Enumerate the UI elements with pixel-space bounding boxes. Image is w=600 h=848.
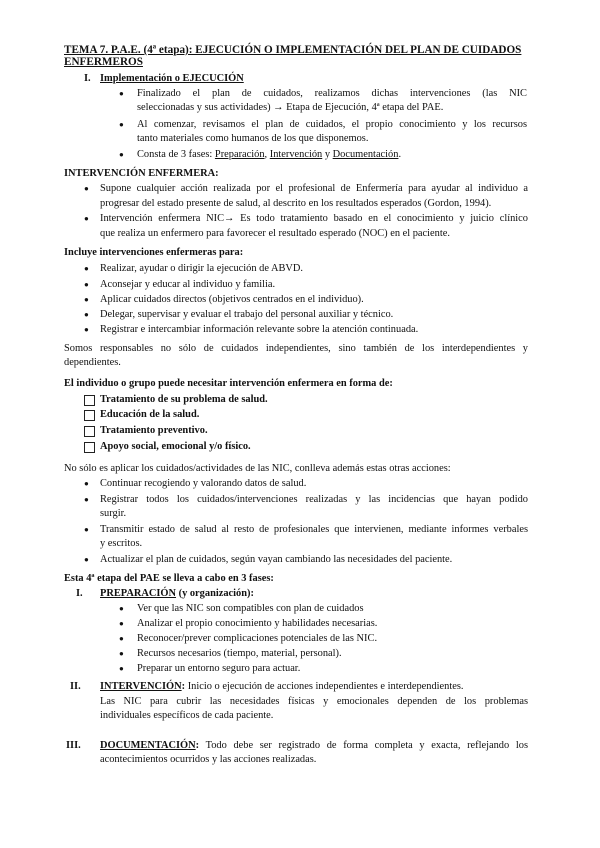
list-item: Aconsejar y educar al individuo y familia.: [100, 279, 276, 290]
bullet-icon: ●: [119, 649, 124, 658]
list-item: Delegar, supervisar y evaluar el trabajo del personal auxiliar y técnico.: [100, 309, 394, 320]
phase-text: Todo debe ser registrado de forma completa y exacta, reflejando los: [199, 740, 528, 751]
bullet-icon: ●: [84, 280, 89, 289]
phase-suffix: (y organización):: [176, 588, 254, 599]
section-heading: Incluye intervenciones enfermeras para:: [64, 247, 244, 258]
bullet-icon: ●: [84, 264, 89, 273]
bullet-icon: ●: [119, 664, 124, 673]
list-item: y escritos.: [100, 538, 143, 549]
bullet-icon: ●: [84, 310, 89, 319]
paragraph: progresar del estado presente de salud, al descrito en los resultados esperados (Gordon, 1994).: [100, 198, 492, 209]
bullet-icon: ●: [119, 604, 124, 613]
paragraph: individuales específicos de cada paciente.: [100, 710, 274, 721]
phase-heading: [100, 679, 464, 694]
list-item: surgir.: [100, 508, 127, 519]
bullet-icon: ●: [84, 495, 89, 504]
list-item: Continuar recogiendo y valorando datos de salud.: [100, 478, 307, 489]
section-heading: El individuo o grupo puede necesitar intervención enfermera en forma de:: [64, 378, 393, 389]
paragraph: Finalizado el plan de cuidados, realizamos dichas intervenciones (las NIC: [137, 88, 527, 99]
phases-line: [137, 147, 401, 162]
phase-documentacion: Documentación: [332, 149, 399, 160]
paragraph: tanto materiales como humanos de los que disponemos.: [137, 133, 369, 144]
bullet-icon: ●: [84, 555, 89, 564]
list-item: Recursos necesarios (tiempo, material, personal).: [137, 648, 342, 659]
list-item: Educación de la salud.: [100, 409, 200, 420]
list-item: Aplicar cuidados directos (objetivos centrados en el individuo).: [100, 294, 364, 305]
section-heading: Implementación o EJECUCIÓN: [100, 73, 244, 84]
section-heading: Esta 4ª etapa del PAE se lleva a cabo en 3 fases:: [64, 573, 274, 584]
list-item: Realizar, ayudar o dirigir la ejecución de ABVD.: [100, 263, 303, 274]
bullet-icon: ●: [119, 150, 124, 159]
phase-colon: :: [181, 681, 186, 692]
section-numeral: II.: [70, 681, 81, 692]
bullet-icon: ●: [119, 120, 124, 129]
list-item: Apoyo social, emocional y/o físico.: [100, 441, 251, 452]
paragraph: dependientes.: [64, 357, 121, 368]
paragraph: Intervención enfermera NIC→ Es todo tratamiento basado en el conocimiento y juicio clínico: [100, 213, 528, 224]
section-numeral: III.: [66, 740, 81, 751]
list-item: Tratamiento de su problema de salud.: [100, 394, 268, 405]
bullet-icon: ●: [84, 325, 89, 334]
list-item: Actualizar el plan de cuidados, según vayan cambiando las necesidades del paciente.: [100, 554, 453, 565]
paragraph: Supone cualquier acción realizada por el profesional de Enfermería para ayudar al individuo a: [100, 183, 528, 194]
bullet-icon: ●: [119, 619, 124, 628]
list-item: Analizar el propio conocimiento y habilidades necesarias.: [137, 618, 378, 629]
bullet-icon: ●: [84, 295, 89, 304]
list-item: Ver que las NIC son compatibles con plan de cuidados: [137, 603, 364, 614]
list-item: Registrar e intercambiar información relevante sobre la atención continuada.: [100, 324, 419, 335]
list-item: Tratamiento preventivo.: [100, 425, 208, 436]
section-heading: INTERVENCIÓN ENFERMERA:: [64, 168, 219, 179]
paragraph: seleccionadas y sus actividades) → Etapa de Ejecución, 4ª etapa del PAE.: [137, 102, 444, 113]
list-item: Registrar todos los cuidados/intervenciones realizadas y las incidencias que hayan podido: [100, 494, 528, 505]
paragraph: Al comenzar, revisamos el plan de cuidados, el propio conocimiento y los recursos: [137, 119, 527, 130]
bullet-icon: ●: [119, 634, 124, 643]
phase-preparacion: Preparación: [214, 149, 265, 160]
list-item: Reconocer/prever complicaciones potenciales de las NIC.: [137, 633, 378, 644]
document-title-line2: ENFERMEROS: [64, 56, 143, 68]
phase-label: INTERVENCIÓN: [100, 681, 182, 692]
phase-heading: [100, 586, 254, 601]
checkbox-icon: [84, 426, 95, 437]
document-title: TEMA 7. P.A.E. (4ª etapa): EJECUCIÓN O IMPLEMENTACIÓN DEL PLAN DE CUIDADOS: [64, 44, 522, 56]
phase-heading: [100, 738, 528, 753]
bullet-icon: ●: [84, 479, 89, 488]
separator: y: [322, 149, 333, 160]
separator: ,: [264, 149, 270, 160]
phase-label: PREPARACIÓN: [100, 588, 177, 599]
bullet-icon: ●: [84, 184, 89, 193]
phase-intervencion: Intervención: [269, 149, 323, 160]
section-numeral: I.: [76, 588, 83, 599]
checkbox-icon: [84, 442, 95, 453]
paragraph: Somos responsables no sólo de cuidados independientes, sino también de los interdependientes y: [64, 343, 528, 354]
list-item: Preparar un entorno seguro para actuar.: [137, 663, 301, 674]
phase-label: DOCUMENTACIÓN: [100, 740, 196, 751]
list-item: Transmitir estado de salud al resto de profesionales que intervienen, mediante informes verbales: [100, 524, 528, 535]
phases-prefix: Consta de 3 fases:: [137, 149, 215, 160]
paragraph: No sólo es aplicar los cuidados/actividades de las NIC, conlleva además estas otras acciones:: [64, 463, 451, 474]
paragraph: que realiza un enfermero para favorecer el resultado esperado (NOC) en el paciente.: [100, 228, 450, 239]
phase-text: Inicio o ejecución de acciones independientes e interdependientes.: [185, 681, 464, 692]
checkbox-icon: [84, 395, 95, 406]
bullet-icon: ●: [84, 525, 89, 534]
checkbox-icon: [84, 410, 95, 421]
phase-colon: :: [195, 740, 200, 751]
paragraph: acontecimientos ocurridos y las acciones realizadas.: [100, 754, 317, 765]
section-numeral: I.: [84, 73, 91, 84]
paragraph: Las NIC para cubrir las necesidades físicas y emocionales dependen de los problemas: [100, 696, 528, 707]
bullet-icon: ●: [84, 214, 89, 223]
separator: .: [398, 149, 402, 160]
bullet-icon: ●: [119, 89, 124, 98]
